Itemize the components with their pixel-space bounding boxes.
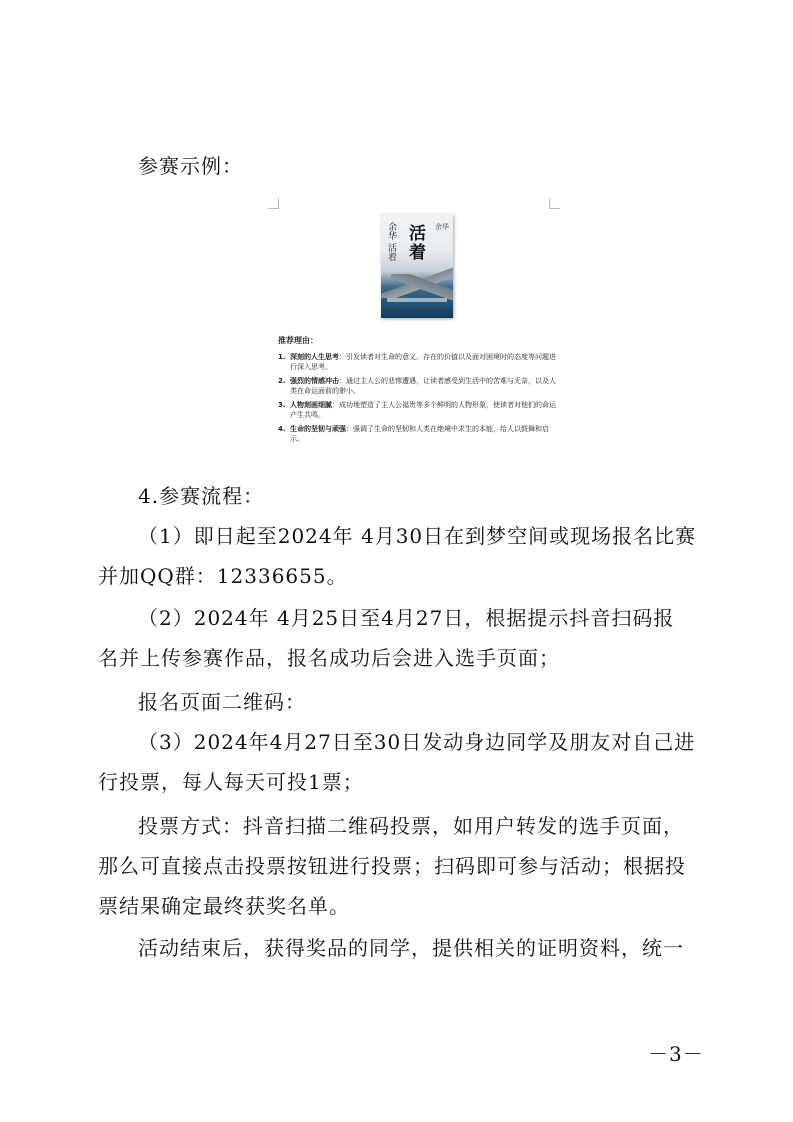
reason-text: ：引发读者对生命的意义、存在的价值以及面对困境时的态度等问题进行深入思考。 (290, 353, 556, 371)
step-2-line: 名并上传参赛作品，报名成功后会进入选手页面； (98, 646, 560, 670)
crop-mark-top-right (549, 198, 560, 209)
cover-band (387, 298, 447, 302)
step-3-line: 行投票，每人每天可投1票； (98, 770, 364, 794)
vote-method-line: 票结果确定最终获奖名单。 (98, 894, 350, 918)
step-1-line: （1）即日起至2024年 4月30日在到梦空间或现场报名比赛 (138, 524, 697, 548)
reason-item (278, 424, 560, 444)
section-heading: 4.参赛流程： (138, 484, 265, 508)
page-number: －3－ (648, 1042, 704, 1066)
example-figure (268, 198, 560, 458)
step-1-paragraph (98, 516, 698, 596)
reason-title: 人物刻画细腻 (290, 401, 332, 409)
example-label: 参赛示例： (138, 154, 243, 178)
reason-title: 深刻的人生思考 (290, 353, 339, 361)
reason-title: 强烈的情感冲击 (290, 377, 339, 385)
reason-text: ：通过主人公的悲惨遭遇，让读者感受到生活中的苦难与无奈，以及人类在命运面前的渺小。 (290, 377, 556, 395)
vote-method-line: 投票方式：抖音扫描二维码投票，如用户转发的选手页面， (138, 814, 684, 838)
vote-method-paragraph (98, 806, 698, 926)
reason-item (278, 376, 560, 396)
reason-text: ：强调了生命的坚韧和人类在绝境中求生的本能，给人以鼓舞和启示。 (290, 425, 549, 443)
book-title: 活着 (405, 224, 425, 262)
reason-item (278, 352, 560, 372)
step-3-line: （3）2024年4月27日至30日发动身边同学及朋友对自己进 (138, 730, 696, 754)
book-author: 余华 (435, 223, 449, 231)
mountain-illustration (391, 274, 453, 300)
reason-number: 4. (278, 425, 286, 433)
vote-method-line: 那么可直接点击投票按钮进行投票；扫码即可参与活动；根据投 (98, 854, 686, 878)
qr-code-label: 报名页面二维码： (138, 690, 306, 714)
step-2-line: （2）2024年 4月25日至4月27日，根据提示抖音扫码报 (138, 606, 675, 630)
reason-title: 生命的坚韧与顽强 (290, 425, 346, 433)
crop-mark-top-left (268, 198, 279, 209)
reason-number: 3. (278, 401, 286, 409)
reason-number: 1. (278, 353, 286, 361)
reason-number: 2. (278, 377, 286, 385)
step-3-paragraph (98, 722, 698, 802)
step-2-paragraph (98, 598, 698, 678)
book-cover (381, 214, 453, 318)
reason-item (278, 400, 560, 420)
reason-text: ：成功地塑造了主人公福贵等多个鲜明的人物形象，使读者对他们的命运产生共鸣。 (290, 401, 556, 419)
reason-heading: 推荐理由： (278, 336, 318, 345)
book-side-text: 余华 活着 (386, 222, 396, 261)
recommendation-reasons (278, 336, 560, 448)
closing-paragraph: 活动结束后，获得奖品的同学，提供相关的证明资料，统一 (138, 936, 684, 960)
step-1-line: 并加QQ群：12336655。 (98, 564, 348, 588)
